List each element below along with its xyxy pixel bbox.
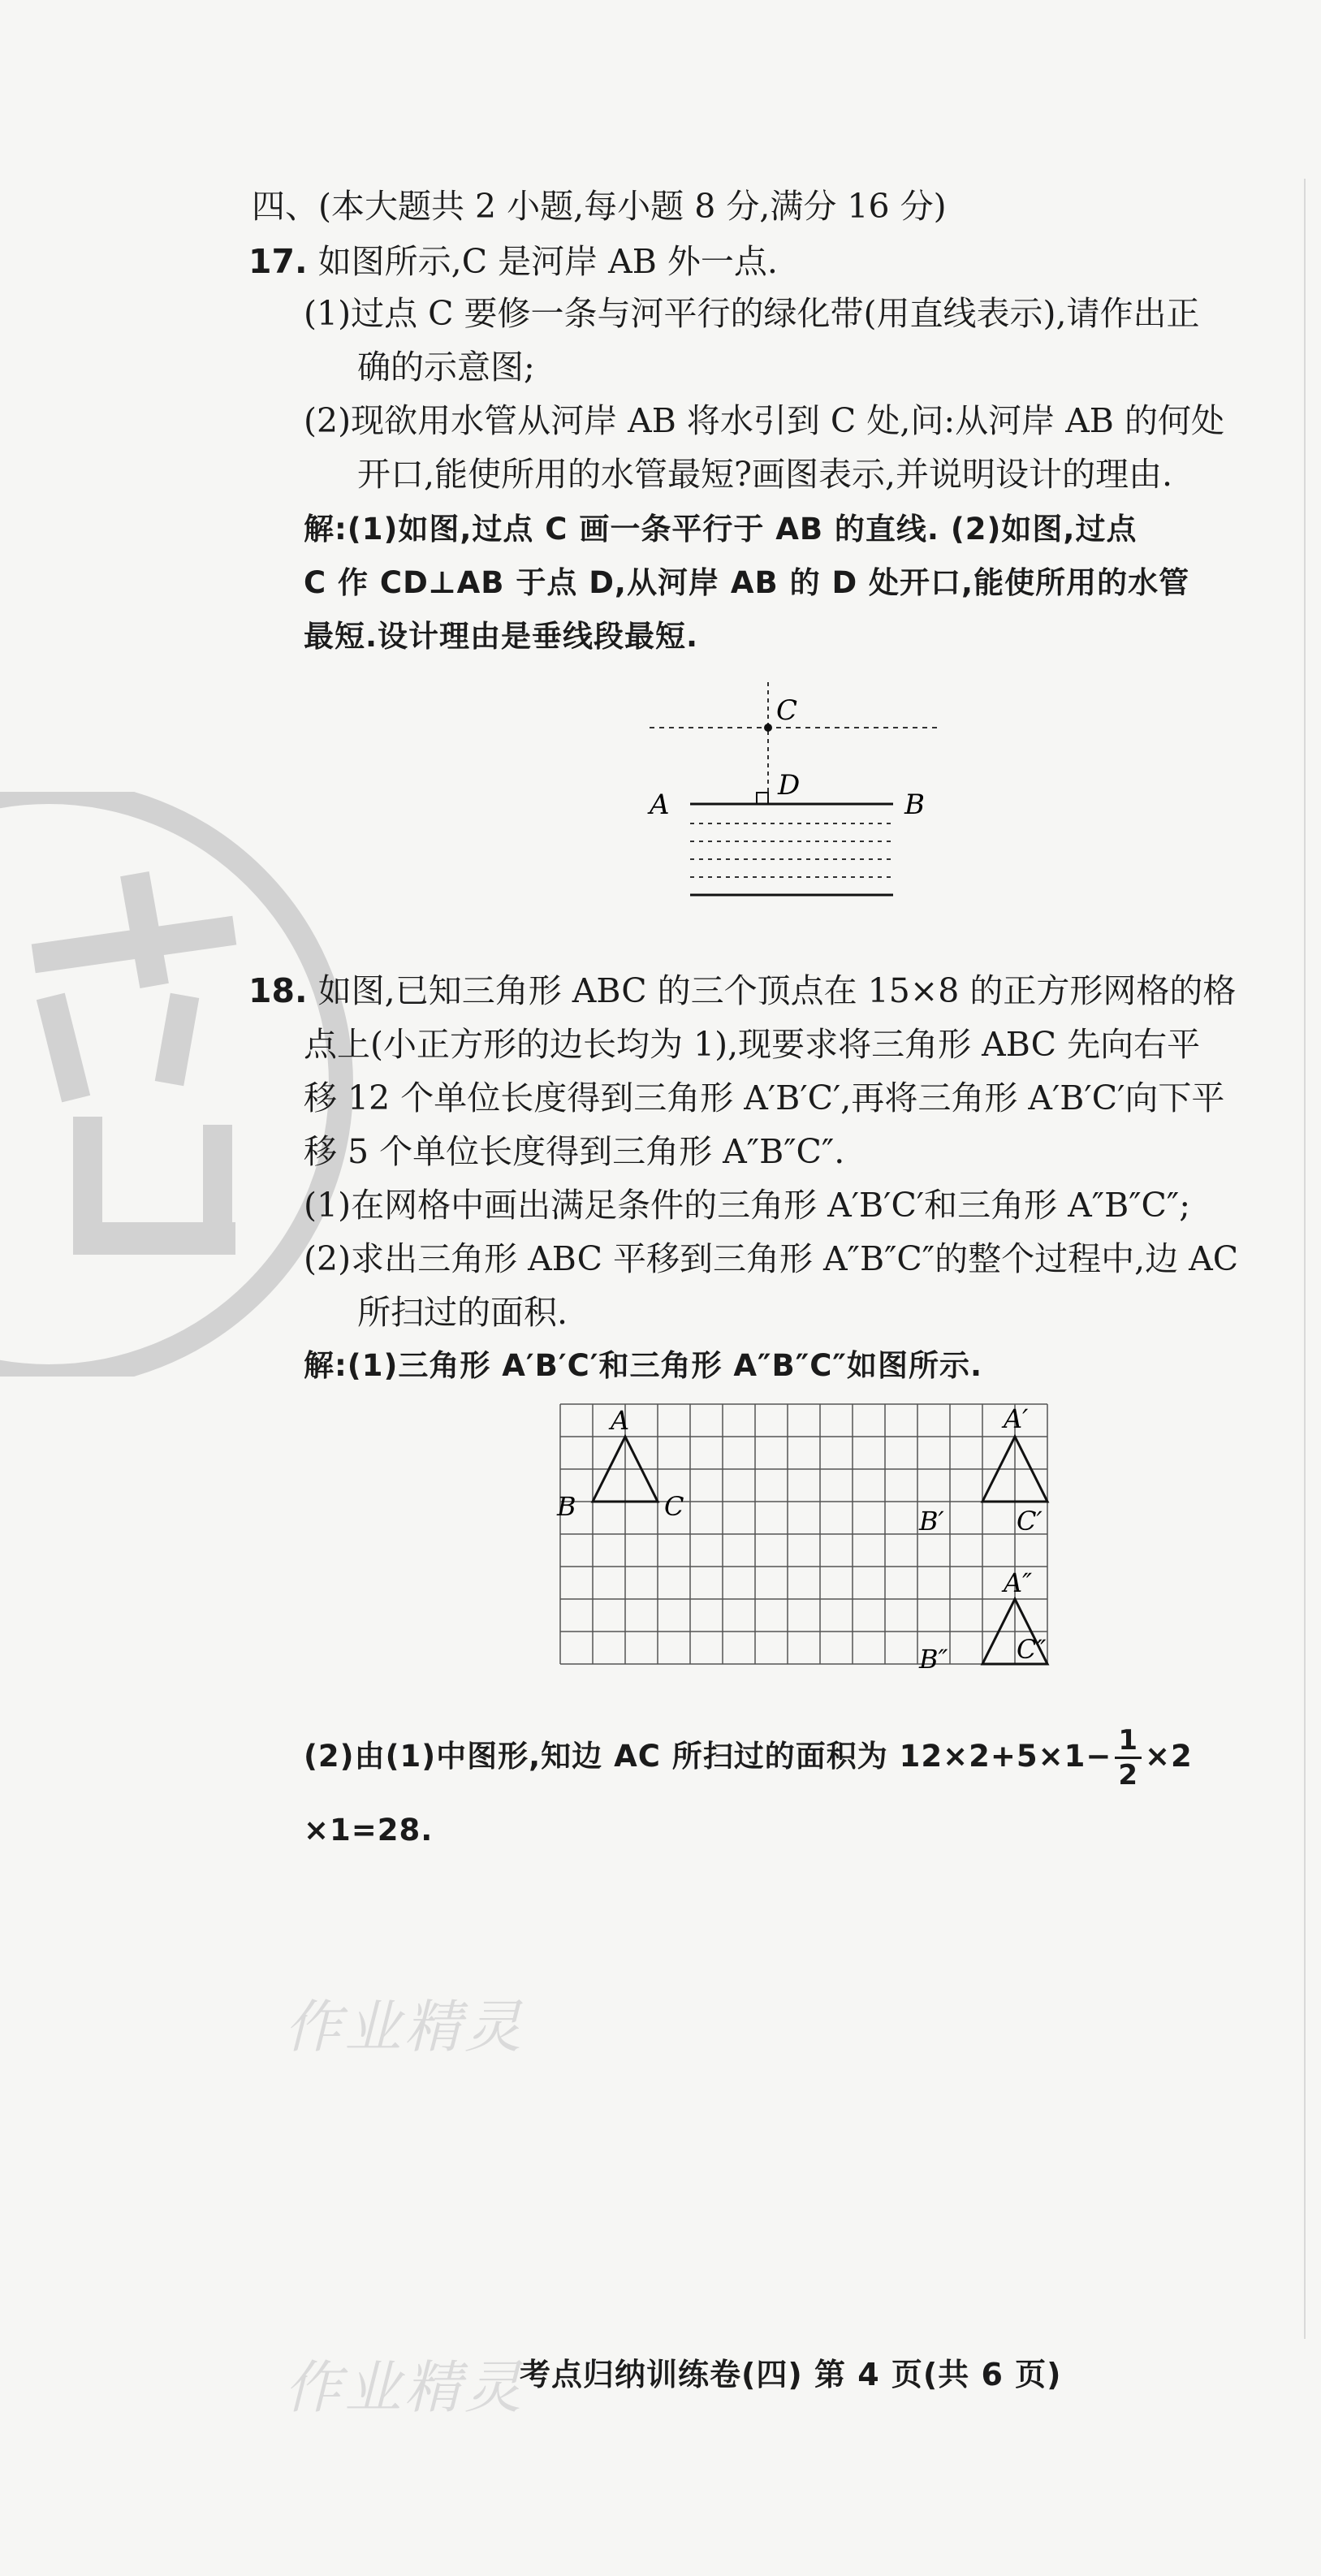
section-heading: 四、(本大题共 2 小题,每小题 8 分,满分 16 分) [252,187,947,226]
q18-line1-row [248,971,1236,1011]
q17-part1-line2: 确的示意图; [357,348,535,387]
q18-line3: 移 12 个单位长度得到三角形 A′B′C′,再将三角形 A′B′C′向下平 [304,1078,1225,1117]
label-a: A [650,789,670,821]
grid-label-b2: B″ [919,1644,948,1675]
point-c [764,724,772,732]
q18-answer2-suffix: ×2 [1145,1739,1193,1774]
label-d: D [778,769,801,802]
watermark-text-2: 作业精灵 [284,2354,525,2421]
q17-stem: 如图所示,C 是河岸 AB 外一点. [317,242,778,281]
fraction-one-half [1115,1724,1142,1792]
q18-part2-line1: (2)求出三角形 ABC 平移到三角形 A″B″C″的整个过程中,边 AC [304,1239,1239,1278]
q17-number: 17. [248,242,308,281]
q17-figure [633,666,958,926]
fraction-denominator: 2 [1118,1759,1139,1792]
grid-label-a: A [611,1405,630,1436]
q18-answer2-line2: ×1=28. [304,1813,434,1848]
q18-line2: 点上(小正方形的边长均为 1),现要求将三角形 ABC 先向右平 [304,1025,1201,1064]
fraction-numerator: 1 [1115,1727,1142,1759]
q17-stem-row [248,242,778,282]
q18-answer1: 解:(1)三角形 A′B′C′和三角形 A″B″C″如图所示. [304,1348,983,1383]
q17-answer-line1: 解:(1)如图,过点 C 画一条平行于 AB 的直线. (2)如图,过点 [304,512,1138,547]
grid-label-b1: B′ [919,1506,944,1537]
grid-label-a1: A′ [1004,1403,1029,1434]
q17-answer-line2: C 作 CD⊥AB 于点 D,从河岸 AB 的 D 处开口,能使所用的水管 [304,565,1190,600]
grid-label-c: C [664,1491,684,1522]
q18-line4: 移 5 个单位长度得到三角形 A″B″C″. [304,1132,845,1171]
q18-answer2-prefix: (2)由(1)中图形,知边 AC 所扫过的面积为 12×2+5×1− [304,1739,1112,1774]
q17-answer-line3: 最短.设计理由是垂线段最短. [304,619,699,654]
label-c: C [776,694,798,727]
q17-part2-line2: 开口,能使所用的水管最短?画图表示,并说明设计的理由. [357,455,1173,494]
q17-part1-line1: (1)过点 C 要修一条与河平行的绿化带(用直线表示),请作出正 [304,294,1200,333]
grid-label-b: B [557,1491,576,1522]
label-b: B [904,789,925,821]
grid-label-a2: A″ [1004,1567,1033,1598]
q18-grid-figure [520,1397,1072,1722]
page-edge-line [1304,179,1306,2339]
grid-label-c1: C′ [1017,1506,1043,1537]
q18-line1: 如图,已知三角形 ABC 的三个顶点在 15×8 的正方形网格的格 [317,971,1237,1010]
page-footer: 考点归纳训练卷(四) 第 4 页(共 6 页) [520,2357,1062,2392]
q18-part1: (1)在网格中画出满足条件的三角形 A′B′C′和三角形 A″B″C″; [304,1186,1191,1225]
watermark-text-1: 作业精灵 [284,1994,525,2060]
grid-lines [560,1404,1047,1664]
grid-label-c2: C″ [1017,1634,1047,1665]
q17-part2-line1: (2)现欲用水管从河岸 AB 将水引到 C 处,问:从河岸 AB 的何处 [304,401,1224,440]
right-angle-mark [757,793,768,804]
q18-answer2-row [304,1724,1193,1792]
q18-number: 18. [248,971,308,1010]
q18-part2-line2: 所扫过的面积. [357,1293,568,1332]
